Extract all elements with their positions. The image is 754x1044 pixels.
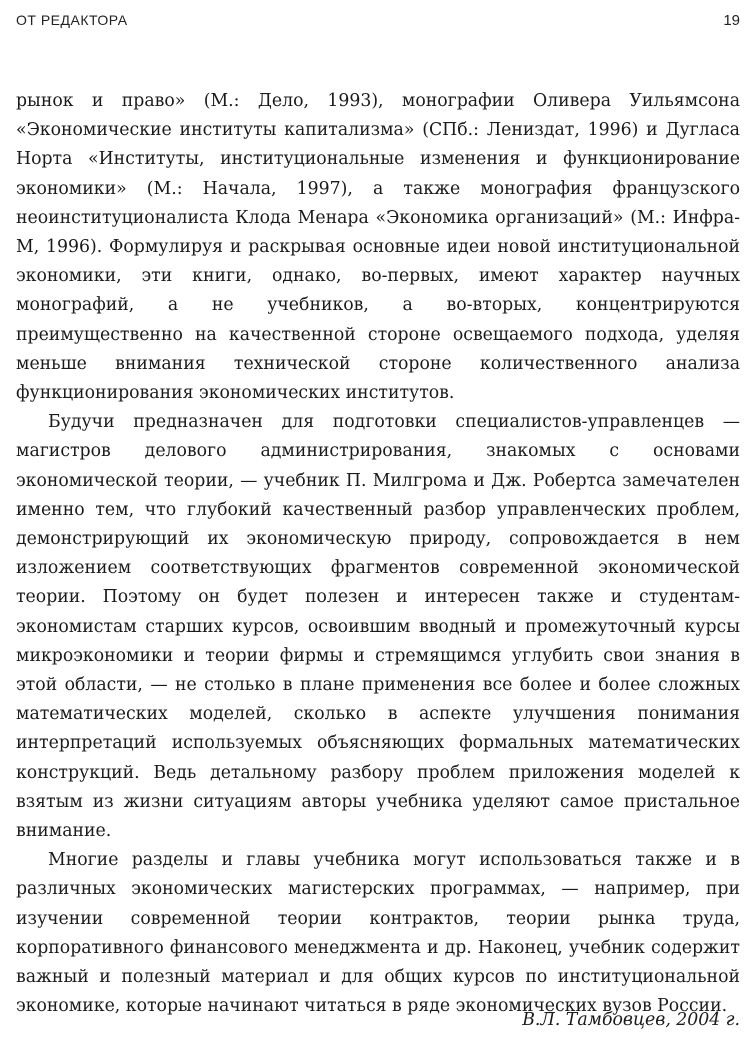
paragraph: Многие разделы и главы учебника могут использоваться также и в различных экономических магистерских программах, — например, при изучении современной теории контрактов, теории рынка труда, корпоративного финансового менеджмента и др. Наконец, учебник содержит важный и полезный материал и для общих курсов по институциональной экономике, которые начинают читаться в ряде экономических вузов России. xyxy=(16,850,740,1017)
paragraph: Будучи предназначен для подготовки специалистов-управленцев — магистров делового администрирования, знакомых с основами экономической теории, — учебник П. Милгрома и Дж. Робертса замечателен именно тем, что глубокий качественный разбор управленческих проблем, демонстрирующий их экономическую природу, сопровождается в нем изложением соответствующих фрагментов современной экономической теории. Поэтому он будет полезен и интересен также и студентам-экономистам старших курсов, освоившим вводный и промежуточный курсы микроэкономики и теории фирмы и стремящимся углубить свои знания в этой области, — не столько в плане применения все более и более сложных математических моделей, сколько в аспекте улучшения понимания интерпретаций используемых объясняющих формальных математических конструкций. Ведь детальному разбору проблем приложения моделей к взятым из жизни ситуациям авторы учебника уделяют самое пристальное внимание. xyxy=(16,412,740,842)
author-signature: В.Л. Тамбовцев, 2004 г. xyxy=(522,1010,740,1030)
running-title: ОТ РЕДАКТОРА xyxy=(16,12,128,28)
body-text xyxy=(16,87,740,1022)
page-header xyxy=(16,12,740,34)
paragraph: рынок и право» (М.: Дело, 1993), монографии Оливера Уильямсона «Экономические институты капитализма» (СПб.: Лениздат, 1996) и Дугласа Норта «Институты, институциональные изменения и функционирование экономики» (М.: Начала, 1997), а также монография французского неоинституционалиста Клода Менара «Экономика организаций» (М.: Инфра-М, 1996). Формулируя и раскрывая основные идеи новой институциональной экономики, эти книги, однако, во-первых, имеют характер научных монографий, а не учебников, а во-вторых, концентрируются преимущественно на качественной стороне освещаемого подхода, уделяя меньше внимания технической стороне количественного анализа функционирования экономических институтов. xyxy=(16,91,740,404)
page-number: 19 xyxy=(723,12,740,29)
